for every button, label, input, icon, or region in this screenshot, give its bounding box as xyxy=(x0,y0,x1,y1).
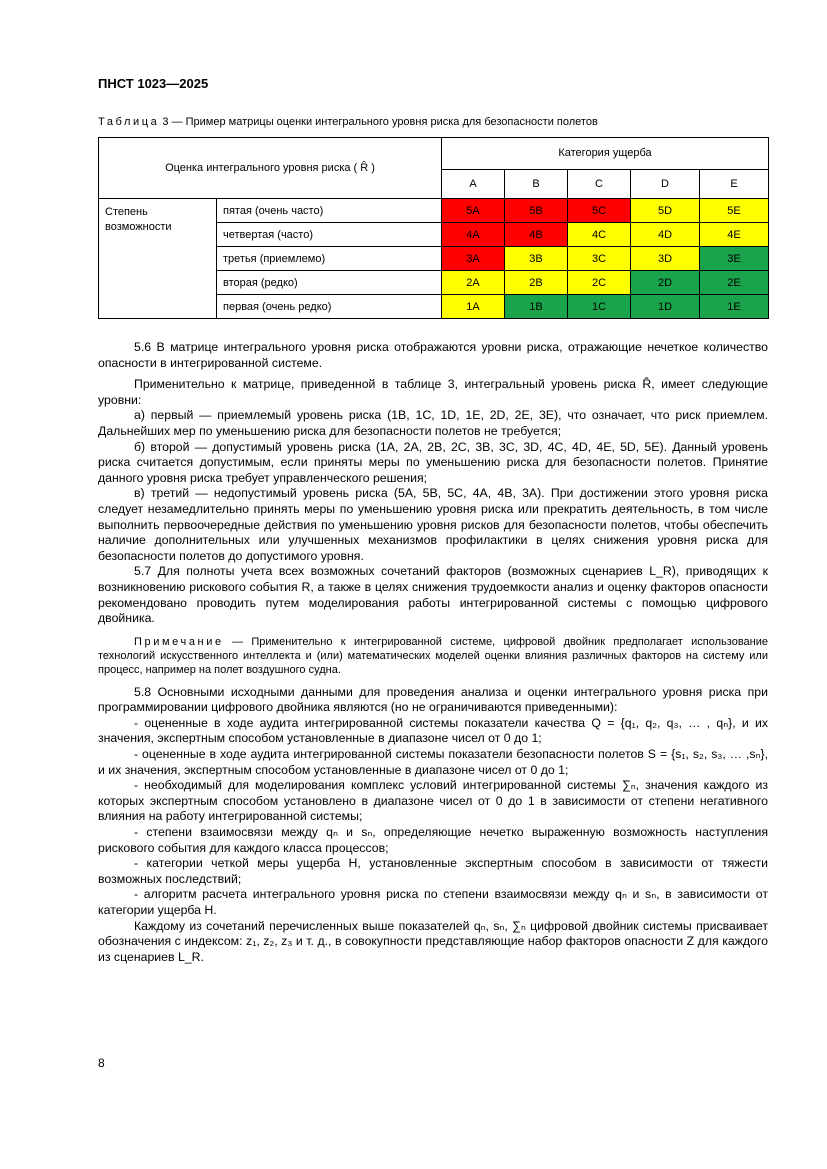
paragraph-levels-intro: Применительно к матрице, приведенной в таблице 3, интегральный уровень риска R̂, имеет следующие уровни: xyxy=(98,377,768,407)
list-item: - необходимый для моделирования комплекс условий интегрированной системы ∑ₙ, значения каждого из которых экспертным способом установлено в диапазоне чисел от 0 до 1 в зависимости от степени негативного влияния на работу интегрированной системы; xyxy=(98,778,768,824)
table-caption-text: 3 — Пример матрицы оценки интегрального уровня риска для безопасности полетов xyxy=(159,116,598,128)
table-caption-prefix: Таблица xyxy=(98,116,160,128)
list-item: - алгоритм расчета интегрального уровня риска по степени взаимосвязи между qₙ и sₙ, в зависимости от категории ущерба H. xyxy=(98,887,768,917)
list-item: - категории четкой меры ущерба H, установленные экспертным способом в зависимости от тяжести возможных последствий; xyxy=(98,856,768,886)
risk-cell: 4D xyxy=(631,223,700,247)
risk-cell: 5C xyxy=(568,199,631,223)
risk-cell: 1E xyxy=(700,295,769,319)
note-text: — Применительно к интегрированной системе, цифровой двойник предполагает использование технологий искусственного интеллекта и (или) математических моделей оценки влияния различных факторов на систему или процесс, например на полет воздушного судна. xyxy=(98,635,768,676)
risk-level-header: Оценка интегрального уровня риска ( R̂ ) xyxy=(99,138,442,199)
risk-cell: 4B xyxy=(505,223,568,247)
body-text xyxy=(98,340,768,965)
row-label: четвертая (часто) xyxy=(217,223,442,247)
risk-cell: 2B xyxy=(505,271,568,295)
risk-cell: 2C xyxy=(568,271,631,295)
paragraph-5-8: 5.8 Основными исходными данными для проведения анализа и оценки интегрального уровня риска при программировании цифрового двойника являются (но не ограничиваются приведенными): xyxy=(98,684,768,715)
paragraph-level-third: в) третий — недопустимый уровень риска (5А, 5В, 5С, 4А, 4В, 3А). При достижении этого уровня риска следует незамедлительно принять меры по уменьшению уровня риска или прекратить деятельность, в том числе выполнить первоочередные действия по уменьшению уровня рисков для безопасности полетов, чтобы обеспечить наличие дополнительных или улучшенных механизмов профилактики в целях снижения уровня риска для безопасности полетов до допустимого уровня. xyxy=(98,486,768,563)
risk-cell: 2A xyxy=(442,271,505,295)
list-item: - оцененные в ходе аудита интегрированной системы показатели безопасности полетов S = {s₁, s₂, s₃, … ,sₙ}, и их значения, экспертным способом установленные в диапазоне чисел от 0 до 1; xyxy=(98,747,768,777)
paragraph-level-second: б) второй — допустимый уровень риска (1А, 2А, 2В, 2С, 3В, 3С, 3D, 4С, 4D, 4Е, 5D, 5Е). Данный уровень риска считается допустимым, если приняты меры по уменьшению риска для безопасности полетов. Принятие данного уровня риска требует управленческого решения; xyxy=(98,439,768,485)
note-label: Примечание xyxy=(134,635,224,648)
risk-cell: 5D xyxy=(631,199,700,223)
column-header: D xyxy=(631,169,700,198)
risk-cell: 4E xyxy=(700,223,769,247)
risk-cell: 4A xyxy=(442,223,505,247)
paragraph-final: Каждому из сочетаний перечисленных выше показателей qₙ, sₙ, ∑ₙ цифровой двойник системы присваивает обозначения с индексом: z₁, z₂, z₃ и т. д., в совокупности представляющие набор факторов опасности Z для каждого из сценариев L_R. xyxy=(98,918,768,964)
risk-cell: 1B xyxy=(505,295,568,319)
risk-cell: 2D xyxy=(631,271,700,295)
column-header: A xyxy=(442,169,505,198)
risk-cell: 3D xyxy=(631,247,700,271)
risk-cell: 3E xyxy=(700,247,769,271)
risk-cell: 5B xyxy=(505,199,568,223)
row-label: пятая (очень часто) xyxy=(217,199,442,223)
risk-matrix-table xyxy=(98,137,769,319)
paragraph-5-6: 5.6 В матрице интегрального уровня риска отображаются уровни риска, отражающие нечеткое количество опасности в интегрированной системе. xyxy=(98,340,768,370)
risk-cell: 1D xyxy=(631,295,700,319)
table-row xyxy=(99,199,769,223)
risk-cell: 5A xyxy=(442,199,505,223)
column-header: C xyxy=(568,169,631,198)
degree-label: Степень возможности xyxy=(99,199,217,319)
paragraph-5-7: 5.7 Для полноты учета всех возможных сочетаний факторов (возможных сценариев L_R), приводящих к возникновению рискового события R, а также в целях снижения трудоемкости анализ и оценку факторов опасности рекомендовано проводить путем моделирования работы интегрированной системы с помощью цифрового двойника. xyxy=(98,564,768,626)
risk-cell: 4C xyxy=(568,223,631,247)
page-number: 8 xyxy=(98,1056,105,1070)
risk-cell: 1A xyxy=(442,295,505,319)
table-caption xyxy=(98,116,598,128)
paragraph-level-first: а) первый — приемлемый уровень риска (1В, 1С, 1D, 1Е, 2D, 2Е, 3Е), что означает, что риск приемлем. Дальнейших мер по уменьшению риска для безопасности полетов не требуется; xyxy=(98,408,768,438)
row-label: первая (очень редко) xyxy=(217,295,442,319)
list-item: - степени взаимосвязи между qₙ и sₙ, определяющие нечетко выраженную возможность наступления рискового события для каждого класса процессов; xyxy=(98,825,768,855)
risk-cell: 3C xyxy=(568,247,631,271)
risk-cell: 5E xyxy=(700,199,769,223)
damage-category-header: Категория ущерба xyxy=(442,138,769,170)
risk-cell: 3B xyxy=(505,247,568,271)
column-header: B xyxy=(505,169,568,198)
column-header: E xyxy=(700,169,769,198)
list-item: - оцененные в ходе аудита интегрированной системы показатели качества Q = {q₁, q₂, q₃, … , qₙ}, и их значения, экспертным способом установленные в диапазоне чисел от 0 до 1; xyxy=(98,715,768,746)
risk-cell: 1C xyxy=(568,295,631,319)
row-label: вторая (редко) xyxy=(217,271,442,295)
risk-cell: 3A xyxy=(442,247,505,271)
note xyxy=(98,635,768,677)
risk-cell: 2E xyxy=(700,271,769,295)
row-label: третья (приемлемо) xyxy=(217,247,442,271)
document-id: ПНСТ 1023—2025 xyxy=(98,76,209,91)
